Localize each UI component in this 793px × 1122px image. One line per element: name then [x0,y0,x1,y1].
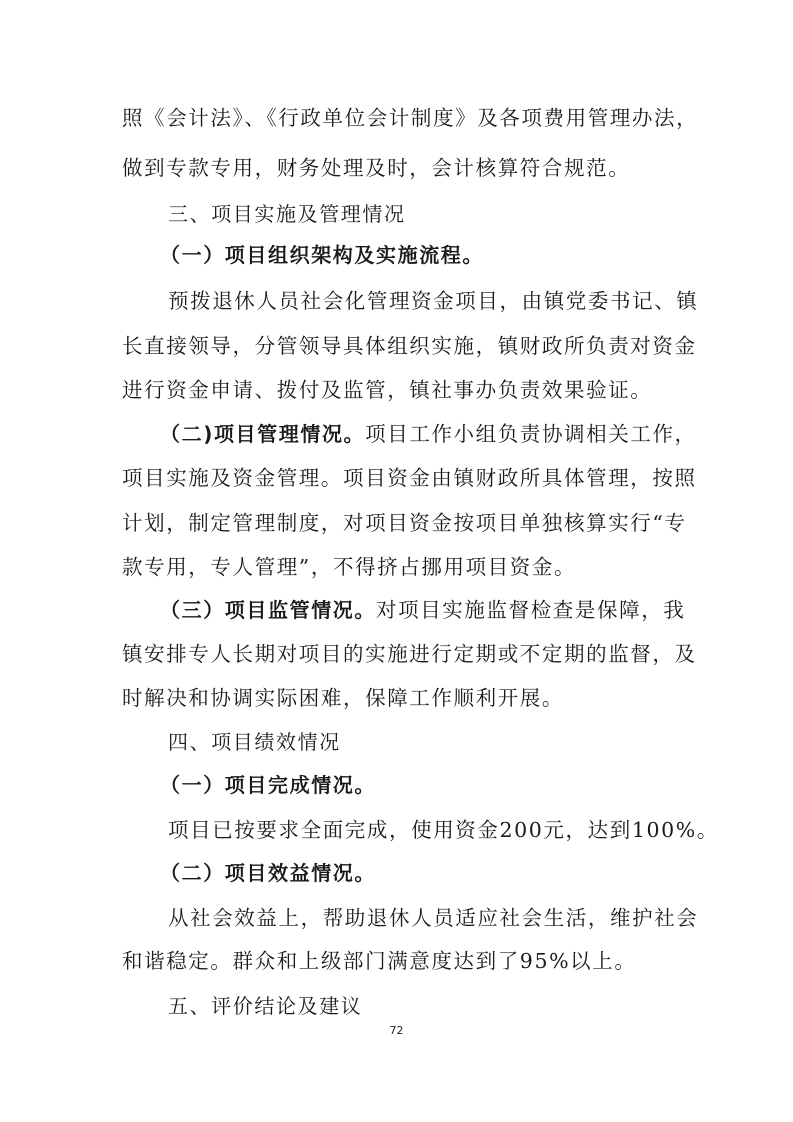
inline-subheading: （二)项目管理情况。 [160,422,366,446]
subsection-heading: （二）项目效益情况。 [160,861,376,885]
paragraph-line: 项目实施及资金管理。项目资金由镇财政所具体管理，按照 [122,466,697,490]
subsection-heading: （一）项目完成情况。 [160,773,376,797]
paragraph-line: 镇安排专人长期对项目的实施进行定期或不定期的监督，及 [122,642,697,666]
paragraph-line: 进行资金申请、拨付及监管，镇社事办负责效果验证。 [122,378,653,402]
inline-body-text: 对项目实施监督检查是保障，我 [376,598,686,622]
paragraph-line: 从社会效益上，帮助退休人员适应社会生活，维护社会 [168,906,699,930]
section-heading: 四、项目绩效情况 [168,730,341,754]
paragraph-line: 长直接领导，分管领导具体组织实施，镇财政所负责对资金 [122,334,697,358]
paragraph-line: 款专用，专人管理”，不得挤占挪用项目资金。 [122,555,577,579]
paragraph-line: 和谐稳定。群众和上级部门满意度达到了95%以上。 [122,949,637,973]
inline-subheading: （三）项目监管情况。 [160,598,376,622]
paragraph-line: 计划，制定管理制度，对项目资金按项目单独核算实行“专 [122,511,687,535]
section-heading: 五、评价结论及建议 [168,994,363,1018]
section-heading: 三、项目实施及管理情况 [168,202,406,226]
page-number: 72 [389,1024,404,1037]
paragraph-line: 照《会计法》、《行政单位会计制度》及各项费用管理办法， [122,106,699,130]
paragraph-line: 时解决和协调实际困难，保障工作顺利开展。 [122,686,564,710]
paragraph-line-with-heading [160,595,720,625]
paragraph-line-with-heading [160,419,720,449]
inline-body-text: 项目工作小组负责协调相关工作， [365,422,697,446]
paragraph-line: 做到专款专用，财务处理及时，会计核算符合规范。 [122,156,631,180]
paragraph-line: 预拨退休人员社会化管理资金项目，由镇党委书记、镇 [168,289,699,313]
paragraph-line: 项目已按要求全面完成，使用资金200元，达到100%。 [168,818,719,842]
subsection-heading: （一）项目组织架构及实施流程。 [160,243,484,267]
